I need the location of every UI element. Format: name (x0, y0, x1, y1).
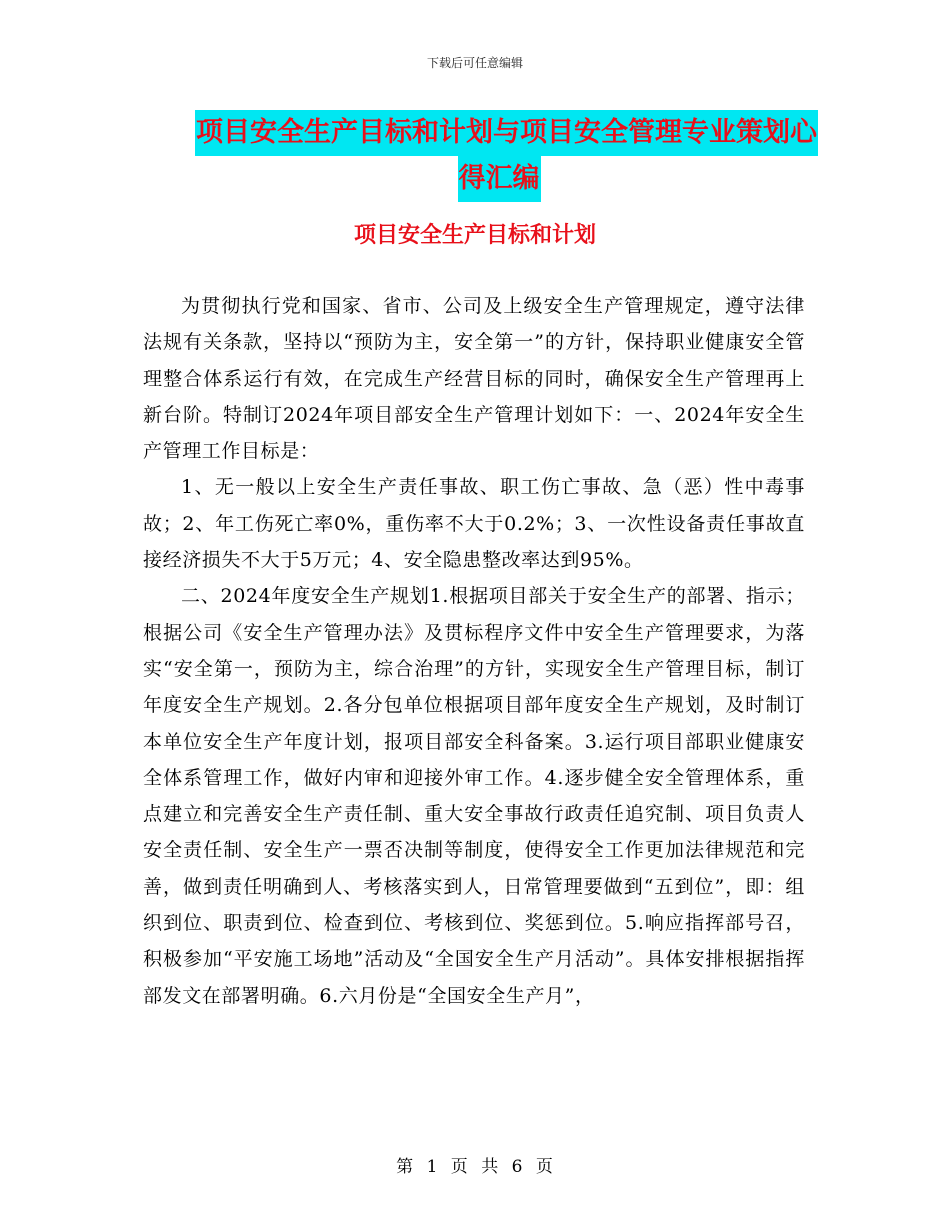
paragraph-intro: 为贯彻执行党和国家、省市、公司及上级安全生产管理规定，遵守法律法规有关条款，坚持以“预防为主，安全第一”的方针，保持职业健康安全管理整合体系运行有效，在完成生产经营目标的同时，确保安全生产管理再上新台阶。特制订2024年项目部安全生产管理计划如下：一、2024年安全生产管理工作目标是： (143, 295, 805, 463)
document-title-line-1: 项目安全生产目标和计划与项目安全管理专业策划心 (195, 110, 818, 156)
body-text (143, 288, 805, 1014)
paragraph-plan: 二、2024年度安全生产规划1.根据项目部关于安全生产的部署、指示；根据公司《安全生产管理办法》及贯标程序文件中安全生产管理要求，为落实“安全第一，预防为主，综合治理”的方针，实现安全生产管理目标，制订年度安全生产规划。2.各分包单位根据项目部年度安全生产规划，及时制订本单位安全生产年度计划，报项目部安全科备案。3.运行项目部职业健康安全体系管理工作，做好内审和迎接外审工作。4.逐步健全安全管理体系，重点建立和完善安全生产责任制、重大安全事故行政责任追究制、项目负责人安全责任制、安全生产一票否决制等制度，使得安全工作更加法律规范和完善，做到责任明确到人、考核落实到人，日常管理要做到“五到位”，即：组织到位、职责到位、检查到位、考核到位、奖惩到位。5.响应指挥部号召，积极参加“平安施工场地”活动及“全国安全生产月活动”。具体安排根据指挥部发文在部署明确。6.六月份是“全国安全生产月”， (143, 585, 805, 1007)
footer-suffix: 页 (535, 1157, 554, 1177)
paragraph-targets: 1、无一般以上安全生产责任事故、职工伤亡事故、急（恶）性中毒事故；2、年工伤死亡率0%，重伤率不大于0.2%；3、一次性设备责任事故直接经济损失不大于5万元；4、安全隐患整改率达到95%。 (143, 476, 805, 572)
document-title (195, 110, 817, 202)
header-note: 下载后可任意编辑 (426, 56, 523, 70)
page-footer (0, 1152, 950, 1177)
footer-total-pages: 6 (511, 1157, 524, 1177)
footer-prefix: 第 (396, 1157, 415, 1177)
footer-total-label: 共 (481, 1157, 500, 1177)
section-heading: 项目安全生产目标和计划 (353, 223, 596, 248)
footer-page-number: 1 (426, 1157, 439, 1177)
document-title-line-2: 得汇编 (458, 156, 541, 202)
footer-middle: 页 (450, 1157, 469, 1177)
